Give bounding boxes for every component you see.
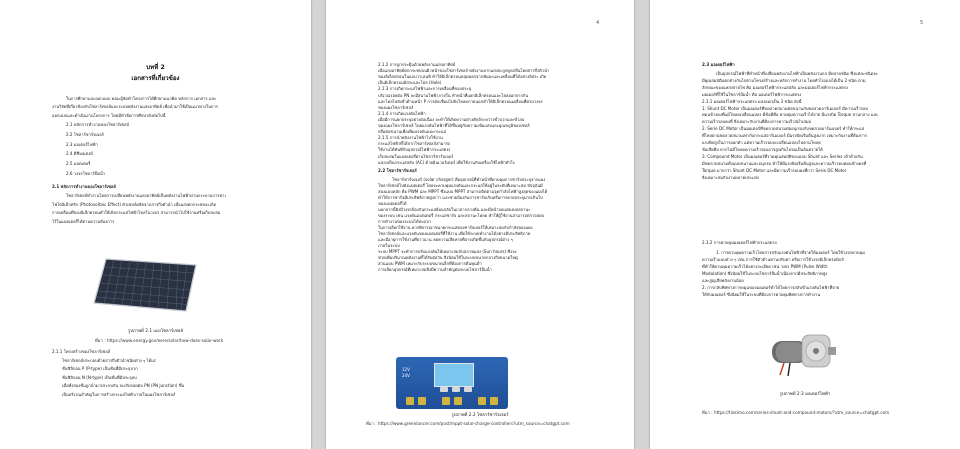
page-number: 5 <box>920 20 924 26</box>
controller-button <box>452 387 460 392</box>
controller-display <box>434 363 474 387</box>
text-line: ชั้นซิลิกอน N (N-type) เป็นชั้นที่มีประจุลบ <box>62 374 137 380</box>
subsection-2-3-2: 2.3.2 การควบคุมมอเตอร์ไฟฟ้ากระแสตรง <box>702 240 777 245</box>
text-line: 1. Shunt DC Motor เป็นมอเตอร์ที่ขดลวดสนามต่อขนานกับขดลวดอาร์เมเจอร์ มีความเร็วรอบ <box>702 105 869 111</box>
text-line: นอกจากนี้ยังมีวงจรป้องกันกระแสย้อนกลับในเวลากลางคืน และมีหน้าจอแสดงผลสถานะ <box>378 207 531 212</box>
text-line: โซลาร์เซลล์และแรงดันของแบตเตอรี่ที่ใช้งาน เพื่อให้ระบบทำงานได้อย่างมีประสิทธิภาพ <box>378 231 531 236</box>
text-line: ของแผงโซลาร์เซลล์ <box>378 104 414 110</box>
solar-panel-image <box>92 255 200 313</box>
controller-terminal <box>490 397 498 405</box>
document-page-1 <box>0 0 311 449</box>
figure-caption-2-1: รูปภาพที่ 2.1 แผงโซลาร์เซลล์ <box>127 329 184 334</box>
text-line: เมื่อมีการแยกประจุอย่างต่อเนื่อง จะทำให้เกิดความต่างศักย์ระหว่างขั้วบวกและขั้วลบ <box>378 116 525 122</box>
chapter-subheading: เอกสารที่เกี่ยวข้อง <box>131 75 180 82</box>
text-line: 2. Serie DC Motor เป็นมอเตอร์ที่ขดลวดสนามต่ออนุกรมกับขดลวดอาร์เมเจอร์ ทำให้กระแส <box>702 126 865 132</box>
text-line: ภายในระบบ <box>378 243 400 248</box>
text-line: และมีอายุการใช้งานที่ยาวนาน ลดความเสียหายที่อาจเกิดขึ้นกับอุปกรณ์ต่าง ๆ <box>378 237 513 242</box>
text-line: 2.2 โซลาร์ชาร์จเจอร์ <box>66 131 104 137</box>
text-line: เป็นบริเวณสำคัญในการสร้างกระแสไฟฟ้าภายในแผงโซลาร์เซลล์ <box>62 391 176 397</box>
controller-voltage-label: 12V <box>402 367 410 372</box>
document-page-3 <box>650 0 960 449</box>
text-line: ทำให้การชาร์จมีประสิทธิภาพสูงกว่า และช่วยป้องกันการชาร์จเกินหรือการคายประจุมากเกินไป <box>378 195 543 200</box>
text-line: โซลาร์ชาร์จเจอร์ (solar charger) คืออุปกรณ์ที่ทำหน้าที่ควบคุมการชาร์จประจุจากแผง <box>392 177 546 182</box>
page-number: 4 <box>596 20 600 26</box>
text-line: การทำงานของระบบได้สะดวก <box>378 219 431 224</box>
text-line: มีคุณสมบัติแตกต่างกันไปตามโครงสร้างและหลักการทำงาน โดยทั่วไปแบ่งได้เป็น 2 ชนิด ตาม <box>702 77 866 83</box>
controller-voltage-label: 24V <box>402 373 410 378</box>
document-page-2 <box>326 0 634 449</box>
text-line: กระแสไฟฟ้าที่ได้จากโซลาร์เซลล์สามารถ <box>378 141 451 147</box>
controller-terminal <box>442 397 450 405</box>
text-line: ความเร็วแบบต่าง ๆ เช่น การใช้ตัวต้านทานปรับค่า หรือการใช้วงจรอิเล็กทรอนิกส์ <box>702 257 844 262</box>
text-line: เป็นอุปกรณ์ไฟฟ้าที่ทำหน้าที่เปลี่ยนพลังงานไฟฟ้าเป็นพลังงานกล มีหลายชนิด ซึ่งแต่ละชนิดจะ <box>716 71 878 76</box>
chapter-heading: บทที่ 2 <box>146 64 165 71</box>
text-line: โซลาร์เซลล์ประกอบด้วยสารกึ่งตัวนำชนิดต่าง ๆ ได้แก่ <box>62 358 157 363</box>
text-line: ช่วยเพิ่มปริมาณพลังงานที่ได้รับต่อวัน จึงนิยมใช้ในระบบขนาดกลางถึงขนาดใหญ่ <box>378 255 519 260</box>
charge-controller-image <box>396 357 508 409</box>
text-line: Torque มากกว่า Shunt DC Motor และมีความเร็วรอบคงที่กว่า Serie DC Motor <box>702 167 847 173</box>
controller-terminal <box>454 397 462 405</box>
text-line: ในการศึกษาและออกแบบ คณะผู้จัดทำโครงการได้ศึกษาแนวคิด หลักการ เอกสาร และ <box>66 96 217 101</box>
text-line: เมื่อทั้งสองชั้นถูกนำมาประกบกัน จะเกิดรอยต่อ PN (PN Junction) ขึ้น <box>62 383 185 389</box>
text-line: การเคลื่อนที่ของอิเล็กตรอนทำให้เกิดกระแสไฟฟ้าไหลในวงจร สามารถนำไปใช้งานหรือเก็บสะสม <box>52 210 221 216</box>
text-line: จึงเหมาะสมกับงานหลายประเภท <box>702 174 759 180</box>
text-line: Modulation) ซึ่งนิยมใช้ในระบบโซลาร์ปั๊มน้ำเนื่องจากมีประสิทธิภาพสูง <box>702 271 828 276</box>
section-heading-2-2: 2.2 โซลาร์ชาร์จเจอร์ <box>378 168 417 173</box>
controller-button <box>440 387 448 392</box>
text-line: โซลาร์เซลล์ไปยังแบตเตอรี่ โดยจะควบคุมแรงดันและกระแสให้อยู่ในระดับที่เหมาะสม ปัจจุบันมี <box>378 183 543 188</box>
text-line: ข้อเสียคือ หากไม่มีโหลดความเร็วรอบอาจสูงเกินไปจนเป็นอันตรายได้ <box>702 146 823 152</box>
text-line: 2.1 หลักการทำงานของโซลาร์เซลล์ <box>66 122 130 127</box>
text-line: สองแบบหลัก คือ PWM และ MPPT ซึ่งแบบ MPPT สามารถติดตามจุดกำลังไฟฟ้าสูงสุดของแผงได้ <box>378 189 548 194</box>
figure-caption-2-3: รูปภาพที่ 2.3 มอเตอร์ไฟฟ้า <box>779 392 831 397</box>
text-line: บริเวณรอยต่อ PN จะมีสนามไฟฟ้าภายใน ทำหน้าที่แยกอิเล็กตรอนและโฮลออกจากกัน <box>378 92 529 98</box>
text-line: หรือต่อขนานเพื่อเพิ่มแรงดันและกระแส <box>378 129 447 135</box>
text-line: ไว้ในแบตเตอรี่ได้ตามความต้องการ <box>52 218 115 224</box>
text-line: ให้กับมอเตอร์ ซึ่งนิยมใช้ในระบบที่ต้องการควบคุมทิศทางการทำงาน <box>702 292 821 297</box>
controller-terminal <box>406 397 414 405</box>
text-line: 2.1.4 การเกิดแรงดันไฟฟ้า <box>378 110 426 116</box>
text-line: ชั้นซิลิกอน P (P-type) เป็นชั้นที่มีประจุบวก <box>62 366 138 372</box>
text-line: 2.6 วงจรโซลาร์ปั๊มน้ำ <box>66 171 106 176</box>
text-line: และสูญเสียพลังงานน้อย <box>702 278 744 283</box>
text-line: ค่อนข้างคงที่แม้โหลดเปลี่ยนแปลง มีข้อดีคือ ควบคุมความเร็วได้ง่าย มีแรงบิด Torque ปานกลาง และ <box>702 112 879 118</box>
text-line: 3. Compound Motor เป็นมอเตอร์ที่รวมคุณสมบัติของแบบ Shunt และ Series เข้าด้วยกัน <box>702 153 863 159</box>
text-line: ออกแบบและดำเนินงานโครงการ โดยมีหัวข้อการศึกษาดังต่อไปนี้ <box>52 112 166 118</box>
text-line: ความเร็วรอบคงที่ จึงเหมาะกับงานที่ต้องการความเร็วสม่ำเสมอ <box>702 119 812 125</box>
text-line: งานวิจัยที่เกี่ยวข้องกับโซลาร์เซลล์และระบบพลังงานแสงอาทิตย์ เพื่อนำมาใช้เป็นแนวทางในการ <box>52 104 218 110</box>
text-line: 2. การกลับทิศทางการหมุนของมอเตอร์ทำได้โดยการสลับขั้วแรงดันไฟฟ้าที่จ่าย <box>702 285 840 290</box>
figure-source-2-1: ที่มา : https://www.energy.gov/eere/solar/how-does-solar-work <box>95 338 224 343</box>
text-line: ของระบบ เช่น แรงดันแบตเตอรี่ กระแสชาร์จ และสถานะโหลด ทำให้ผู้ใช้งานสามารถตรวจสอบ <box>378 213 545 218</box>
text-line: มีขดลวดสนามทั้งแบบขนานและอนุกรม ทำให้มีแรงบิดเริ่มต้นสูงและความเร็วรอบค่อนข้างคงที่ <box>702 160 867 166</box>
text-line: ใช้งานได้ทันทีกับอุปกรณ์ไฟฟ้ากระแสตรง <box>378 147 451 153</box>
text-line: ในการเลือกใช้งาน ควรพิจารณาขนาดกระแสของชาร์จเจอร์ให้เหมาะสมกับกำลังของแผง <box>378 225 533 230</box>
text-line: ของแผงโซลาร์เซลล์ โดยแรงดันไฟฟ้าที่ได้ขึ้นอยู่กับความเข้มแสงและอุณหภูมิของเซลล์ <box>378 123 530 128</box>
text-line: 1. การควบคุมความเร็วโดยการปรับแรงดันไฟฟ้าที่จ่ายให้มอเตอร์ โดยใช้วงจรควบคุม <box>716 250 865 255</box>
figure-source-2-2: ที่มา : https://www.greenlancer.com/post/mppt-solar-charge-controllers?utm_source=chatgpt.com <box>366 421 570 426</box>
text-line: ที่ทำให้ควบคุมความเร็วได้อย่างละเอียด เช่น วงจร PWM (Pulse Width <box>702 264 828 269</box>
text-line: 2.5 แบตเตอรี่ <box>66 161 91 167</box>
text-line: 2.3 มอเตอร์ไฟฟ้า <box>66 141 98 147</box>
text-line: แปลงเป็นกระแสสลับ (AC) ด้วยอินเวอร์เตอร์ เพื่อใช้งานกับเครื่องใช้ไฟฟ้าทั่วไป <box>378 159 516 165</box>
text-line: เมื่อแสงอาทิตย์ตกกระทบบนผิวหน้าของโซลาร์เซลล์ พลังงานจากแสงจะถูกดูดกลืนโดยสารกึ่งตัวนำ <box>378 68 550 74</box>
text-line: 2.1.2 การถูกกระตุ้นด้วยพลังงานแสงอาทิตย์ <box>378 62 456 67</box>
text-line: ระบบ MPPT จะทำการปรับแรงดันให้เหมาะสมกับสภาพแสง (Sun hours) ซึ่งจะ <box>378 249 517 254</box>
text-line: เป็นอิเล็กตรอนอิสระและโฮล (Hole) <box>378 80 442 86</box>
text-line: และไหลไปยังขั้วด้านหน้า P การต่อเชื่อมไปยังโหลดภายนอกทำให้อิเล็กตรอนเคลื่อนที่ครบวงจร <box>378 98 543 104</box>
text-line: การเลือกอุปกรณ์ที่เหมาะสมจึงมีความสำคัญต่อระบบโซลาร์ปั๊มน้ำ <box>378 267 492 272</box>
text-line: 2.3.1 มอเตอร์ไฟฟ้ากระแสตรง แบ่งออกเป็น 3 ชนิด ดังนี้ <box>702 98 802 104</box>
text-line: ส่วนแบบ PWM เหมาะกับระบบขนาดเล็กที่ต้องการต้นทุนต่ำ <box>378 261 482 266</box>
text-line: ลักษณะของแหล่งจ่ายไฟ คือ มอเตอร์ไฟฟ้ากระแสสลับ และมอเตอร์ไฟฟ้ากระแสตรง <box>702 84 848 90</box>
text-line: ของอิเล็กตรอนในแถบวาเลนซ์ ทำให้อิเล็กตรอนหลุดออกจากพันธะและเคลื่อนที่ได้อย่างอิสระ เกิด <box>378 74 547 80</box>
text-line: ที่ไหลผ่านขดลวดสนามเท่ากับกระแสอาร์เมเจอร์ มีแรงบิดเริ่มต้นสูงมาก เหมาะกับงานที่ต้องการ <box>702 133 868 139</box>
figure-caption-2-2: รูปภาพที่ 2.2 โซลาร์ชาร์จเจอร์ <box>451 413 509 418</box>
controller-terminal <box>418 397 426 405</box>
section-heading-2-1: 2.1 หลักการทำงานของโซลาร์เซลล์ <box>52 184 116 189</box>
text-line: 2.1.5 การนำพลังงานไฟฟ้าไปใช้งาน <box>378 135 443 141</box>
text-line: เก็บสะสมในแบตเตอรี่ผ่านโซลาร์ชาร์จเจอร์ <box>378 153 454 159</box>
text-line: แรงบิดสูงในการออกตัว แต่ความเร็วรอบจะเปลี่ยนแปลงไปตามโหลด <box>702 140 821 145</box>
text-line: โซลาร์เซลล์ทำงานโดยการเปลี่ยนพลังงานแสงอาทิตย์เป็นพลังงานไฟฟ้าผ่านกระบวนการทาง <box>66 193 227 198</box>
dc-motor-image <box>768 327 840 379</box>
section-heading-2-3: 2.3 มอเตอร์ไฟฟ้า <box>702 62 735 67</box>
text-line: ของแบตเตอรี่ได้ <box>378 201 407 206</box>
controller-button <box>464 387 472 392</box>
text-line: 2.4 ดีซีมอเตอร์ <box>66 151 94 157</box>
text-line: มอเตอร์ที่ใช้ในโซลาร์ปั๊มน้ำ คือ มอเตอร์ไฟฟ้ากระแสตรง <box>702 91 802 97</box>
subsection-2-1-1: 2.1.1 โครงสร้างของโซลาร์เซลล์ <box>52 349 111 354</box>
figure-source-2-3: ที่มา : https://tinkimo.com/series-shunt-and-compound-motors/?utm_source=chatgpt.com <box>702 410 890 415</box>
controller-terminal <box>478 397 486 405</box>
text-line: โฟโตอิเล็กทริก (Photovoltaic Effect) ตัวเซลล์ผลิตจากสารกึ่งตัวนำ เมื่อแสงตกกระทบจะเกิด <box>52 201 217 207</box>
text-line: 2.1.3 การเกิดกระแสไฟฟ้าและการเคลื่อนที่ของประจุ <box>378 86 471 92</box>
